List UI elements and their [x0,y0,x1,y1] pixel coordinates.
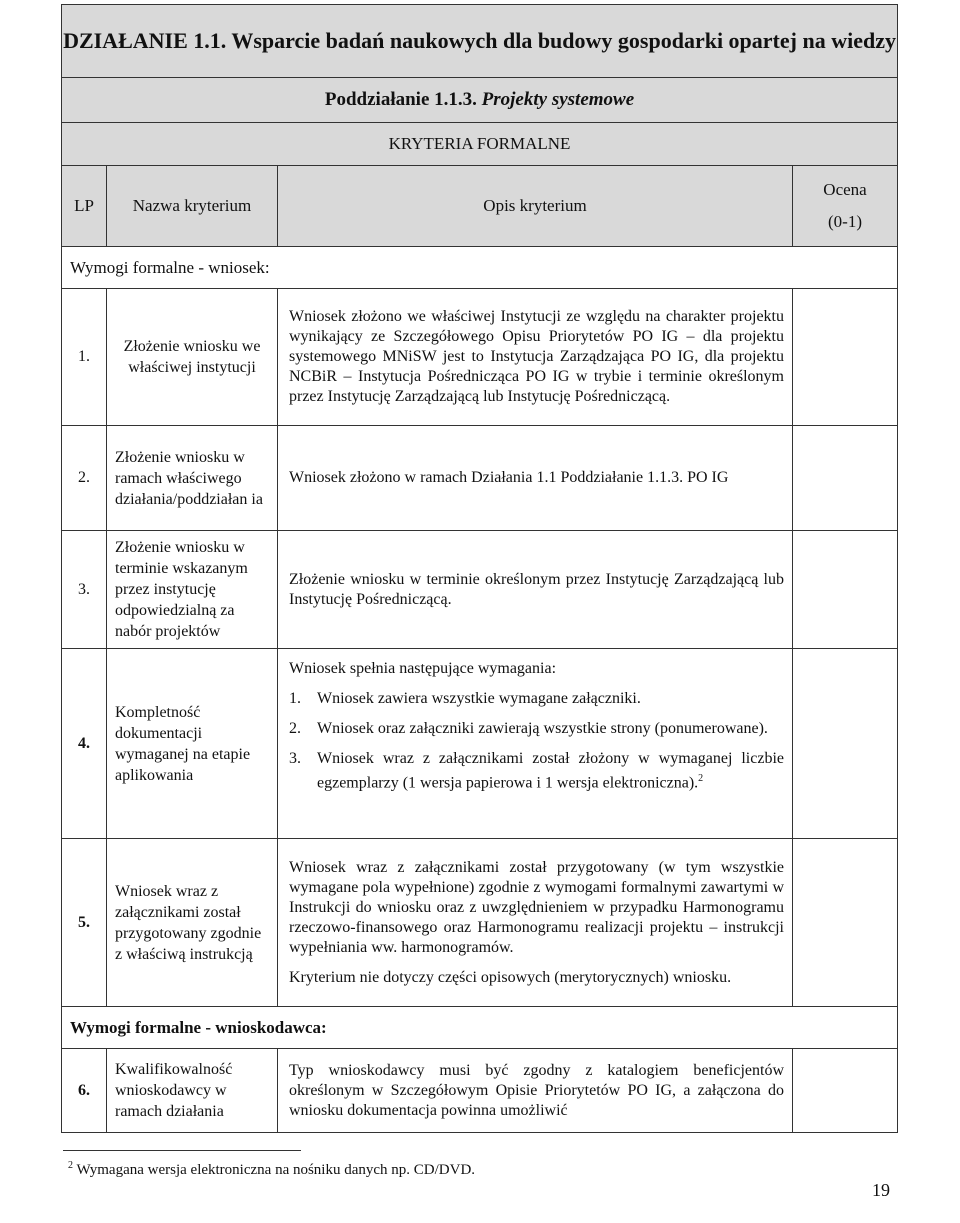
criteria-table [61,4,898,1133]
section-applicant: Wymogi formalne - wnioskodawca: [62,1007,898,1049]
criterion-note: Kryterium nie dotyczy części opisowych (merytorycznych) wniosku. [289,968,732,986]
column-description: Opis kryterium [278,166,793,247]
document-title: DZIAŁANIE 1.1. Wsparcie badań naukowych dla budowy gospodarki opartej na wiedzy [62,5,898,78]
criterion-row [62,649,898,839]
requirement-text: Wniosek zawiera wszystkie wymagane załączniki. [317,690,641,707]
criterion-description [278,649,793,839]
criterion-name: Złożenie wniosku w terminie wskazanym przez instytucję odpowiedzialną za nabór projektów [107,531,278,649]
title-row [62,5,898,78]
column-score [793,166,898,247]
criterion-description-text: Wniosek wraz z załącznikami został przygotowany (w tym wszystkie wymagane pola wypełnione) zgodnie z wymogami formalnymi zawartymi w Instrukcji do wniosku oraz z uwzględnieniem w przypadku Harmonogramu rzeczowo-finansowego oraz Harmonogramu realizacji projektu – instrukcji wypełniania ww. harmonogramów. [289,858,784,956]
requirements-intro: Wniosek spełnia następujące wymagania: [289,660,557,677]
criterion-description [278,839,793,1007]
criterion-score [793,649,898,839]
subaction-title [62,78,898,123]
criterion-description: Wniosek złożono we właściwej Instytucji ze względu na charakter projektu wynikający ze Szczegółowego Opisu Priorytetów PO IG – dla projektu systemowego MNiSW jest to Instytucja Zarządzająca PO IG, dla projektu NCBiR – Instytucja Pośrednicząca PO IG w trybie i terminie określonym przez Instytucję Zarządzającą lub Instytucję Pośredniczącą. [278,289,793,426]
requirement-item [289,719,784,739]
requirement-text-wrap [317,749,784,793]
footnote-text: Wymagana wersja elektroniczna na nośniku danych np. CD/DVD. [76,1162,476,1178]
criterion-name: Kwalifikowalność wnioskodawcy w ramach działania [107,1049,278,1133]
requirement-number: 3. [289,750,301,767]
criterion-lp: 6. [62,1049,107,1133]
requirement-text: Wniosek wraz z załącznikami został złożony w wymaganej liczbie egzemplarzy (1 wersja papierowa i 1 wersja elektroniczna). [317,750,784,792]
criterion-row [62,839,898,1007]
requirement-number: 1. [289,690,301,707]
criterion-row [62,426,898,531]
criterion-lp: 3. [62,531,107,649]
section-row [62,1007,898,1049]
column-lp: LP [62,166,107,247]
criterion-name: Złożenie wniosku we właściwej instytucji [107,289,278,426]
requirement-item [289,689,784,709]
criterion-name: Kompletność dokumentacji wymaganej na etapie aplikowania [107,649,278,839]
requirement-item [289,749,784,793]
subtitle-row [62,78,898,123]
criterion-row [62,531,898,649]
criterion-row [62,289,898,426]
criterion-lp: 1. [62,289,107,426]
criterion-score [793,289,898,426]
formal-row [62,123,898,166]
criterion-lp: 2. [62,426,107,531]
formal-criteria-heading: KRYTERIA FORMALNE [62,123,898,166]
column-header-row [62,166,898,247]
criterion-score [793,531,898,649]
section-application: Wymogi formalne - wniosek: [62,247,898,289]
footnote-marker: 2 [68,1160,73,1171]
criterion-description: Złożenie wniosku w terminie określonym przez Instytucję Zarządzającą lub Instytucję Pośredniczącą. [278,531,793,649]
criterion-description: Typ wnioskodawcy musi być zgodny z katalogiem beneficjentów określonym w Szczegółowym Opisie Priorytetów PO IG, a załączona do wniosku dokumentacja powinna umożliwić [278,1049,793,1133]
column-score-range: (0-1) [828,212,862,231]
requirement-text: Wniosek oraz załączniki zawierają wszystkie strony (ponumerowane). [317,720,768,737]
footnote-reference: 2 [698,773,704,784]
requirements-list [289,689,784,793]
section-row [62,247,898,289]
page-number: 19 [872,1180,890,1200]
criterion-lp: 4. [62,649,107,839]
criterion-score [793,1049,898,1133]
criterion-description: Wniosek złożono w ramach Działania 1.1 Poddziałanie 1.1.3. PO IG [278,426,793,531]
criterion-score [793,839,898,1007]
column-score-label: Ocena [823,180,867,199]
subaction-name: Projekty systemowe [481,89,635,110]
criterion-name: Wniosek wraz z załącznikami został przygotowany zgodnie z właściwą instrukcją [107,839,278,1007]
column-name: Nazwa kryterium [107,166,278,247]
criterion-row [62,1049,898,1133]
criterion-lp: 5. [62,839,107,1007]
footnote [68,1160,475,1179]
requirement-number: 2. [289,720,301,737]
criterion-score [793,426,898,531]
subaction-number: Poddziałanie 1.1.3. [324,89,477,110]
footnote-separator [63,1150,301,1151]
criterion-name: Złożenie wniosku w ramach właściwego działania/poddziałan ia [107,426,278,531]
